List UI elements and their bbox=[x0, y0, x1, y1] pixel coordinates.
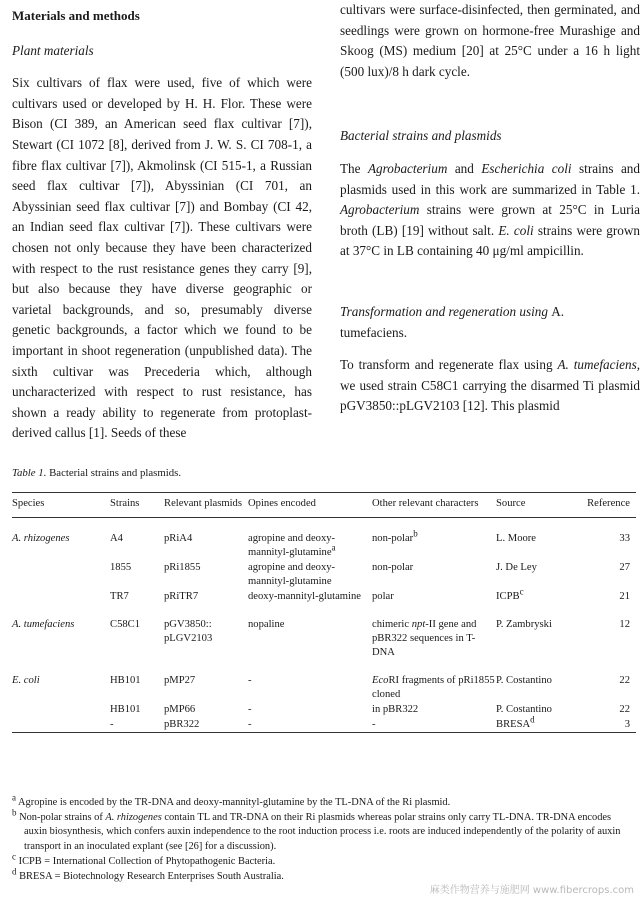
paragraph-transformation: To transform and regenerate flax using A. tumefaciens, we used strain C58C1 carrying the disarmed Ti plasmid pGV3850::pLGV2103 [12]. This plasmid bbox=[340, 357, 640, 414]
table-row: A. tumefaciens C58C1 pGV3850:: pLGV2103 nopaline chimeric npt-II gene and pBR322 sequences in T-DNA P. Zambryski 12 bbox=[12, 619, 630, 658]
table-1 bbox=[12, 466, 636, 733]
footnote-b: b Non-polar strains of A. rhizogenes contain TL and TR-DNA on their Ri plasmids whereas polar strains only carry TL-DNA. TR-DNA encodes auxin biosynthesis, which confers auxin independence to the root induction process i.e. roots are induced independently of the polarity of auxin transport in an inoculated explant (see [26] for a discussion). bbox=[12, 807, 621, 852]
table-row: TR7 pRiTR7 deoxy-mannityl-glutamine polar ICPB$^c$ 21 bbox=[110, 586, 630, 602]
table-footnotes bbox=[12, 792, 632, 885]
subheading-plant-materials: Plant materials bbox=[12, 42, 94, 58]
paragraph-continued: cultivars were surface-disinfected, then germinated, and seedlings were grown on hormone-free Murashige and Skoog (MS) medium [20] at 25°C under a 16 h light (500 lux)/8 h dark cycle. bbox=[340, 2, 640, 79]
table-row: HB101 pMP66 - in pBR322 P. Costantino 22 bbox=[110, 704, 630, 715]
paragraph-plant-materials: Six cultivars of flax were used, five of which were cultivars used or developed by H. H. Flor. These were Bison (CI 389, an American seed flax cultivar [7]), Stewart (CI 1072 [8], derived from J. W. S. CI 708-1, a fibre flax cultivar [7]), Akmolinsk (CI 515-1, a Russian seed flax cultivar [7]), Abyssinian (CI 701, an Abyssinian seed flax cultivar [7]) and Bombay (CI 42, an Indian seed flax cultivar [7]). These cultivars were chosen not only because they have been characterized with respect to the rust resistance genes they carry [9], but also because they have diverse geographic or varietal backgrounds, and so, presumably diverse genetic backgrounds, a factor which we found to be important in shoot regeneration (unpublished data). The sixth cultivar was Precederia which, although uncharacterized with respect to rust resistance, has shown a ready ability to regenerate from protoplast-derived callus [1]. Seeds of these bbox=[12, 75, 312, 441]
header-source: Source bbox=[496, 498, 526, 509]
paragraph-bacterial-strains: The Agrobacterium and Escherichia coli strains and plasmids used in this work are summarized in Table 1. Agrobacterium strains were grown at 25°C in Luria broth (LB) [19] without salt. E. coli strains were grown at 37°C in LB containing 40 μg/ml ampicillin. bbox=[340, 160, 640, 259]
table-row: E. coli HB101 pMP27 - EcoRI fragments of pRi1855 cloned P. Costantino 22 bbox=[12, 675, 630, 700]
right-column bbox=[340, 0, 640, 417]
left-column bbox=[12, 0, 312, 444]
table-row: - pBR322 - - BRESA$^d$ 3 bbox=[12, 717, 636, 733]
table-header-row bbox=[12, 493, 636, 518]
subheading-transformation: Transformation and regeneration using A. tumefaciens. bbox=[340, 303, 565, 340]
footnote-d: d BRESA = Biotechnology Research Enterprises South Australia. bbox=[12, 866, 284, 883]
header-reference: Reference bbox=[587, 498, 630, 509]
watermark: 麻类作物营养与施肥网 www.fibercrops.com bbox=[429, 885, 634, 896]
header-plasmids: Relevant plasmids bbox=[164, 498, 242, 509]
header-other: Other relevant characters bbox=[372, 498, 479, 509]
table-row: A. rhizogenes A4 pRiA4 agropine and deoxy-mannityl-glutamine$^a$ non-polar$^b$ L. Moore 33 bbox=[12, 528, 630, 558]
section-heading: Materials and methods bbox=[12, 8, 140, 23]
subheading-bacterial-strains: Bacterial strains and plasmids bbox=[340, 128, 502, 144]
footnote-a: a Agropine is encoded by the TR-DNA and deoxy-mannityl-glutamine by the TL-DNA of the Ri plasmid. bbox=[12, 792, 451, 808]
header-strains: Strains bbox=[110, 498, 140, 509]
strains-table bbox=[12, 492, 636, 733]
header-opines: Opines encoded bbox=[248, 498, 316, 509]
footnote-c: c ICPB = International Collection of Phytopathogenic Bacteria. bbox=[12, 851, 276, 867]
header-species: Species bbox=[12, 498, 45, 509]
table-caption: Table 1. Bacterial strains and plasmids. bbox=[12, 467, 182, 479]
table-row: 1855 pRi1855 agropine and deoxy-mannityl-glutamine non-polar J. De Ley 27 bbox=[110, 562, 630, 587]
